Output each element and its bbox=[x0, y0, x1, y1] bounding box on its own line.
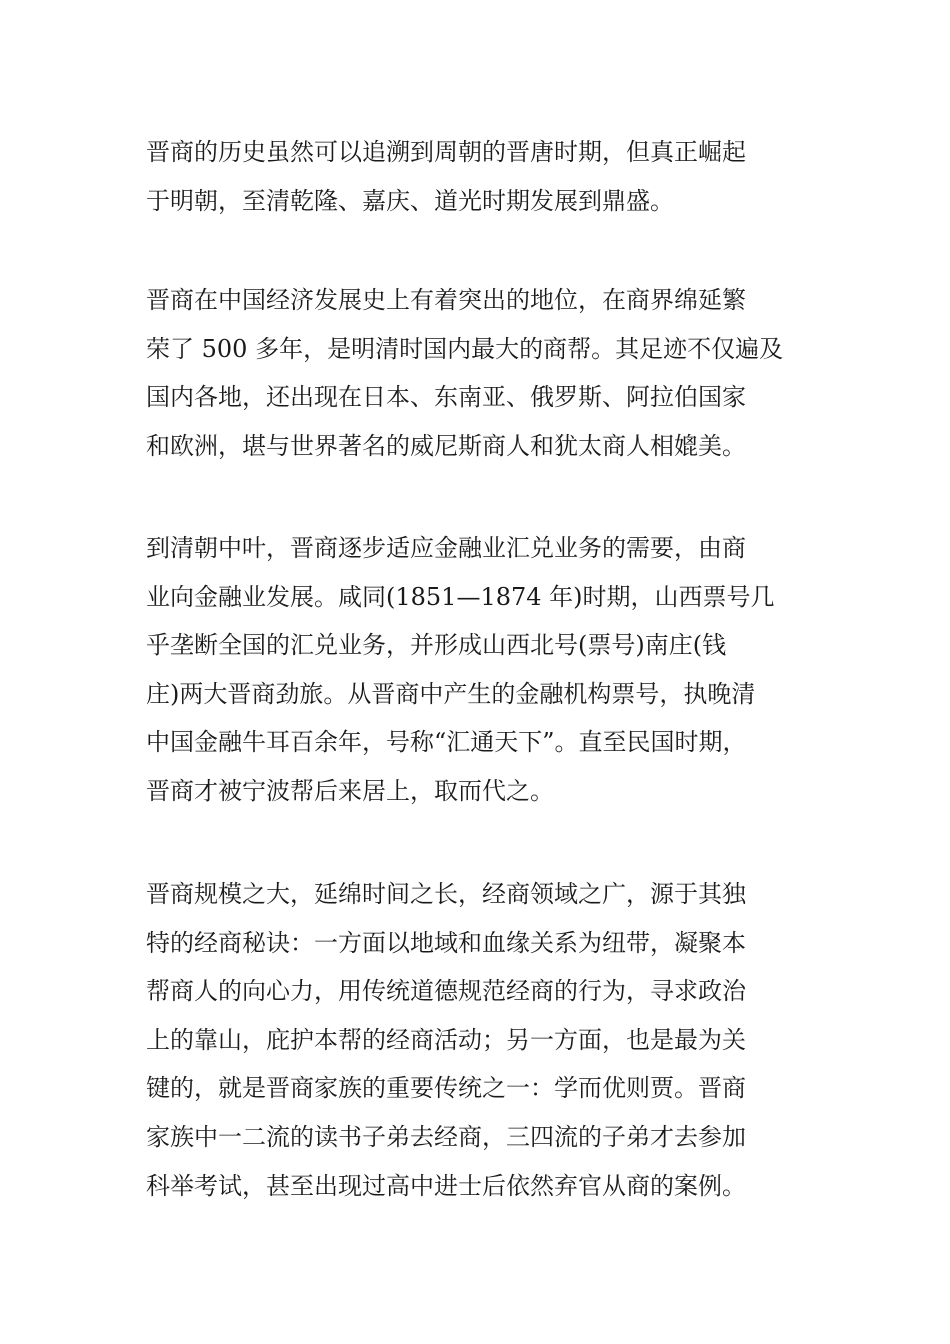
text-line: 荣了 500 多年，是明清时国内最大的商帮。其足迹不仅遍及 bbox=[146, 334, 784, 363]
text-line: 到清朝中叶，晋商逐步适应金融业汇兑业务的需要，由商 bbox=[146, 534, 746, 562]
text-line: 特的经商秘诀：一方面以地域和血缘关系为纽带，凝聚本 bbox=[146, 928, 746, 957]
paragraph-history-origin bbox=[146, 128, 818, 225]
text-line: 家族中一二流的读书子弟去经商，三四流的子弟才去参加 bbox=[146, 1122, 746, 1151]
text-line: 晋商才被宁波帮后来居上，取而代之。 bbox=[146, 776, 554, 805]
text-line: 中国金融牛耳百余年，号称“汇通天下”。直至民国时期， bbox=[146, 728, 747, 757]
text-line: 庄)两大晋商劲旅。从晋商中产生的金融机构票号，执晚清 bbox=[146, 679, 756, 708]
text-line: 于明朝，至清乾隆、嘉庆、道光时期发展到鼎盛。 bbox=[146, 186, 674, 215]
text-line: 晋商在中国经济发展史上有着突出的地位，在商界绵延繁 bbox=[146, 286, 746, 314]
paragraph-secrets bbox=[146, 870, 818, 1210]
text-line: 业向金融业发展。咸同(1851—1874 年)时期，山西票号几 bbox=[146, 582, 775, 611]
text-line: 键的，就是晋商家族的重要传统之一：学而优则贾。晋商 bbox=[146, 1074, 746, 1103]
text-line: 帮商人的向心力，用传统道德规范经商的行为，寻求政治 bbox=[146, 977, 746, 1006]
text-line: 乎垄断全国的汇兑业务，并形成山西北号(票号)南庄(钱 bbox=[146, 631, 727, 660]
text-line: 科举考试，甚至出现过高中进士后依然弃官从商的案例。 bbox=[146, 1171, 746, 1200]
text-line: 晋商的历史虽然可以追溯到周朝的晋唐时期，但真正崛起 bbox=[146, 138, 746, 166]
text-line: 国内各地，还出现在日本、东南亚、俄罗斯、阿拉伯国家 bbox=[146, 383, 746, 412]
paragraph-finance bbox=[146, 524, 818, 816]
text-line: 和欧洲，堪与世界著名的威尼斯商人和犹太商人相媲美。 bbox=[146, 431, 746, 460]
text-line: 上的靠山，庇护本帮的经商活动；另一方面，也是最为关 bbox=[146, 1025, 746, 1054]
paragraph-status bbox=[146, 276, 818, 470]
text-line: 晋商规模之大，延绵时间之长，经商领域之广，源于其独 bbox=[146, 880, 746, 908]
